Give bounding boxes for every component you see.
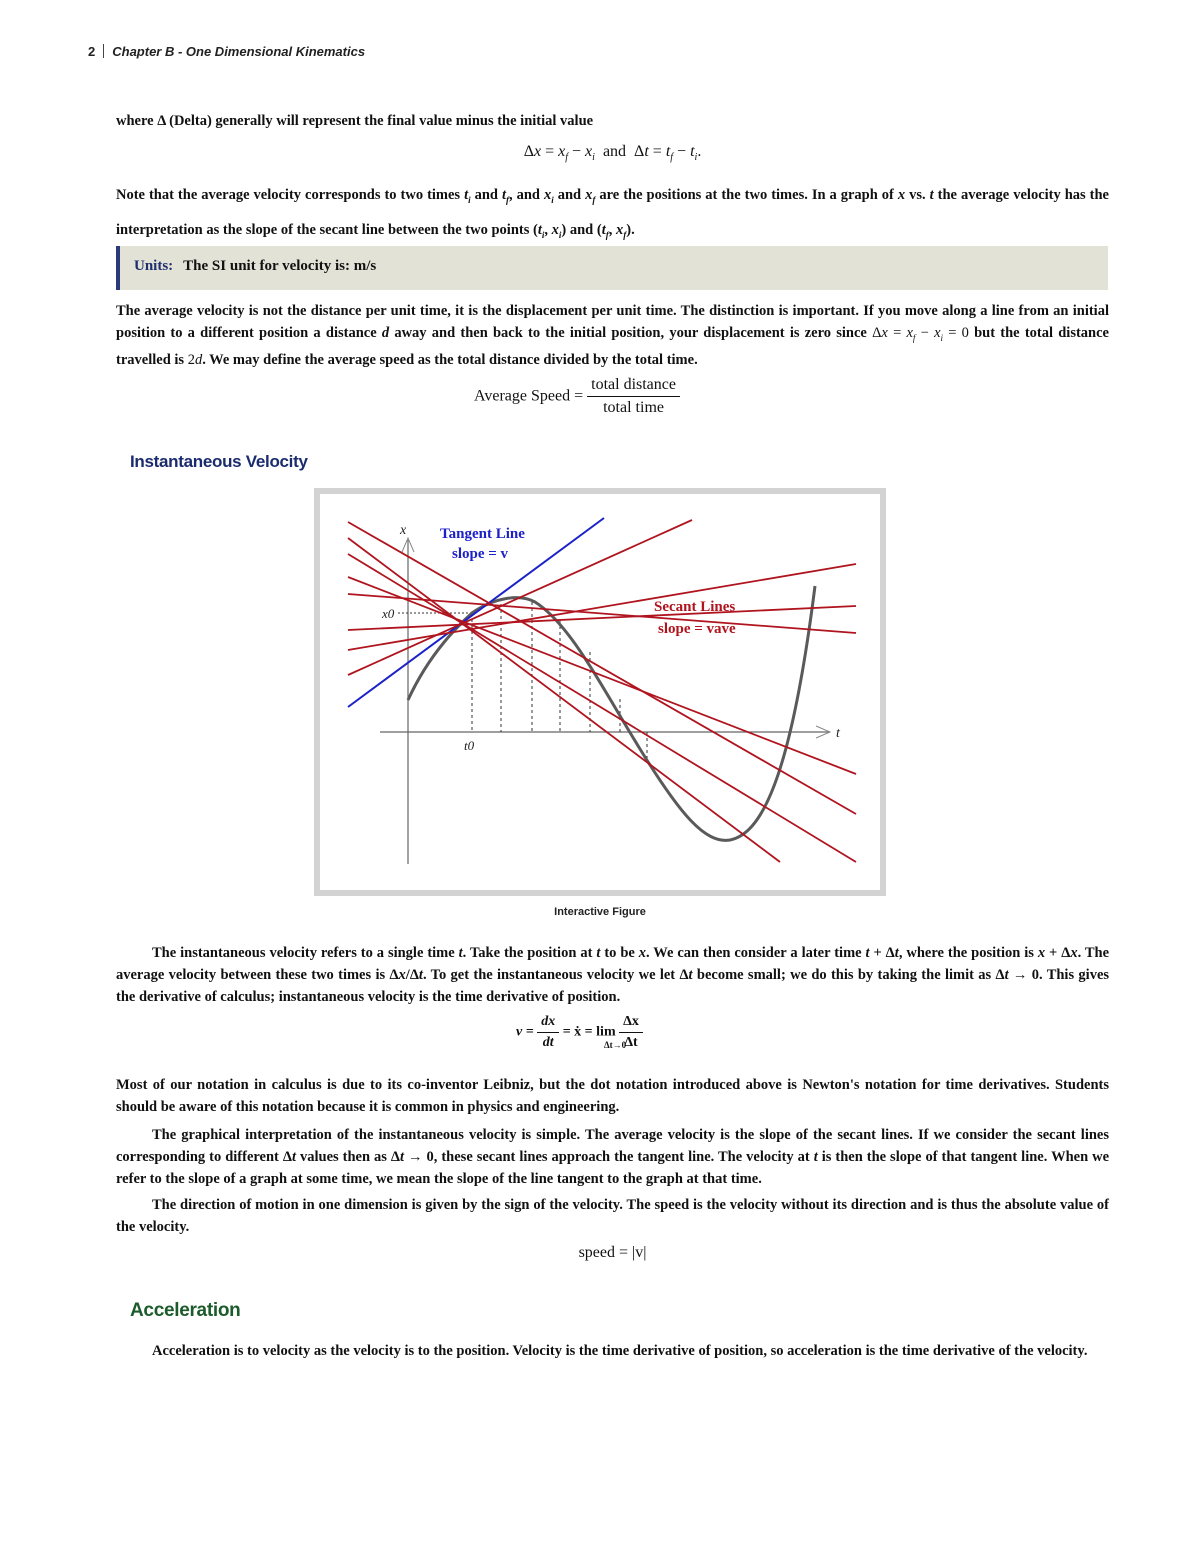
page-header [88,44,365,59]
secant-line-5 [348,554,856,862]
derivative-mid: = ẋ = lim [562,1024,616,1040]
secant-label-line2: slope = vave [658,621,736,637]
paragraph-average-velocity: Note that the average velocity corresponds to two times $t_i$ and $t_f$, and $x_i$ and $x_f$ are the positions at the two times. In a graph of x vs. t the average velocity has the interpretation as the slope of the secant line between the two points ($t_i$, $x_i$) and ($t_f$, $x_f$). [116,187,1109,240]
units-label: Units: [134,258,174,274]
figure-canvas [320,494,880,890]
heading-instantaneous-velocity: Instantaneous Velocity [130,452,308,471]
page-number: 2 [88,44,96,59]
velocity-graph [320,494,880,890]
paragraph-direction: The direction of motion in one dimension is given by the sign of the velocity. The speed is the velocity without its direction and is thus the absolute value of the velocity. [116,1197,1109,1235]
derivative-frac2: $\frac{\Delta x}{\Delta t}$ [619,1014,643,1051]
paragraph-notation: Most of our notation in calculus is due to its co-inventor Leibniz, but the dot notation introduced above is Newton's notation for time derivatives. Students should be aware of this notation because it is common in physics and engineering. [116,1077,1109,1115]
header-divider [103,44,104,58]
tangent-label-line1: Tangent Line [440,526,525,542]
paragraph-instantaneous-velocity: The instantaneous velocity refers to a single time t. Take the position at t to be x. We can then consider a later time t + Δt, where the position is x + Δx. The average velocity between these two times is Δx/Δt. To get the instantaneous velocity we let Δt become small; we do this by taking the limit as Δt → 0. This gives the derivative of calculus; instantaneous velocity is the time derivative of position. [116,945,1110,1005]
avg-speed-fraction [587,376,680,417]
avg-speed-numerator: total distance [587,376,680,397]
paragraph-displacement: The average velocity is not the distance per unit time, it is the displacement per unit time. The distinction is important. If you move along a line from an initial position to a different position a distance d away and then back to the initial position, your displacement is zero since $\Delta x = x_f - x_i = 0$ but the total distance travelled is 2d. We may define the average speed as the total distance divided by the total time. [116,303,1109,368]
equation-speed: speed = |v| [578,1244,647,1261]
avg-speed-denominator: total time [603,399,664,416]
derivative-frac1: $\frac{dx}{dt}$ [537,1014,559,1051]
units-callout [116,246,1108,290]
figure-caption: Interactive Figure [554,906,646,918]
tangent-label-line2: slope = v [452,546,509,562]
limit-subscript: Δt→0 [604,1040,627,1050]
secant-label-line1: Secant Lines [654,599,736,615]
equation-delta: $\Delta x = x_f - x_i$ and $\Delta t = t_f - t_i$. [523,143,702,164]
paragraph-graphical-interpretation: The graphical interpretation of the instantaneous velocity is simple. The average velocity is the slope of the secant lines. If we consider the secant lines corresponding to different Δt values then as Δt → 0, these secant lines approach the tangent line. The velocity at t is then the slope of that tangent line. When we refer to the slope of a graph at some time, we mean the slope of the line tangent to the graph at that time. [116,1127,1110,1187]
derivative-lhs: v = [516,1024,534,1040]
equation-average-speed [474,376,680,417]
equation-derivative [516,1014,643,1051]
secant-line-6 [348,538,780,862]
secant-lines [348,520,856,862]
paragraph-acceleration: Acceleration is to velocity as the velocity is to the position. Velocity is the time derivative of position, so acceleration is the time derivative of the velocity. [152,1343,1088,1359]
interactive-figure[interactable] [314,488,886,896]
x-axis-label: t [836,726,840,741]
y-axis-label: x [400,523,407,538]
x0-label: x0 [382,606,395,621]
paragraph-delta-intro: where Δ (Delta) generally will represent the final value minus the initial value [116,113,594,129]
units-text [134,258,376,275]
chapter-title: Chapter B - One Dimensional Kinematics [112,44,366,59]
t0-label: t0 [464,738,475,753]
heading-acceleration: Acceleration [130,1300,241,1321]
units-value: The SI unit for velocity is: m/s [183,258,377,274]
avg-speed-lhs: Average Speed = [474,387,584,405]
